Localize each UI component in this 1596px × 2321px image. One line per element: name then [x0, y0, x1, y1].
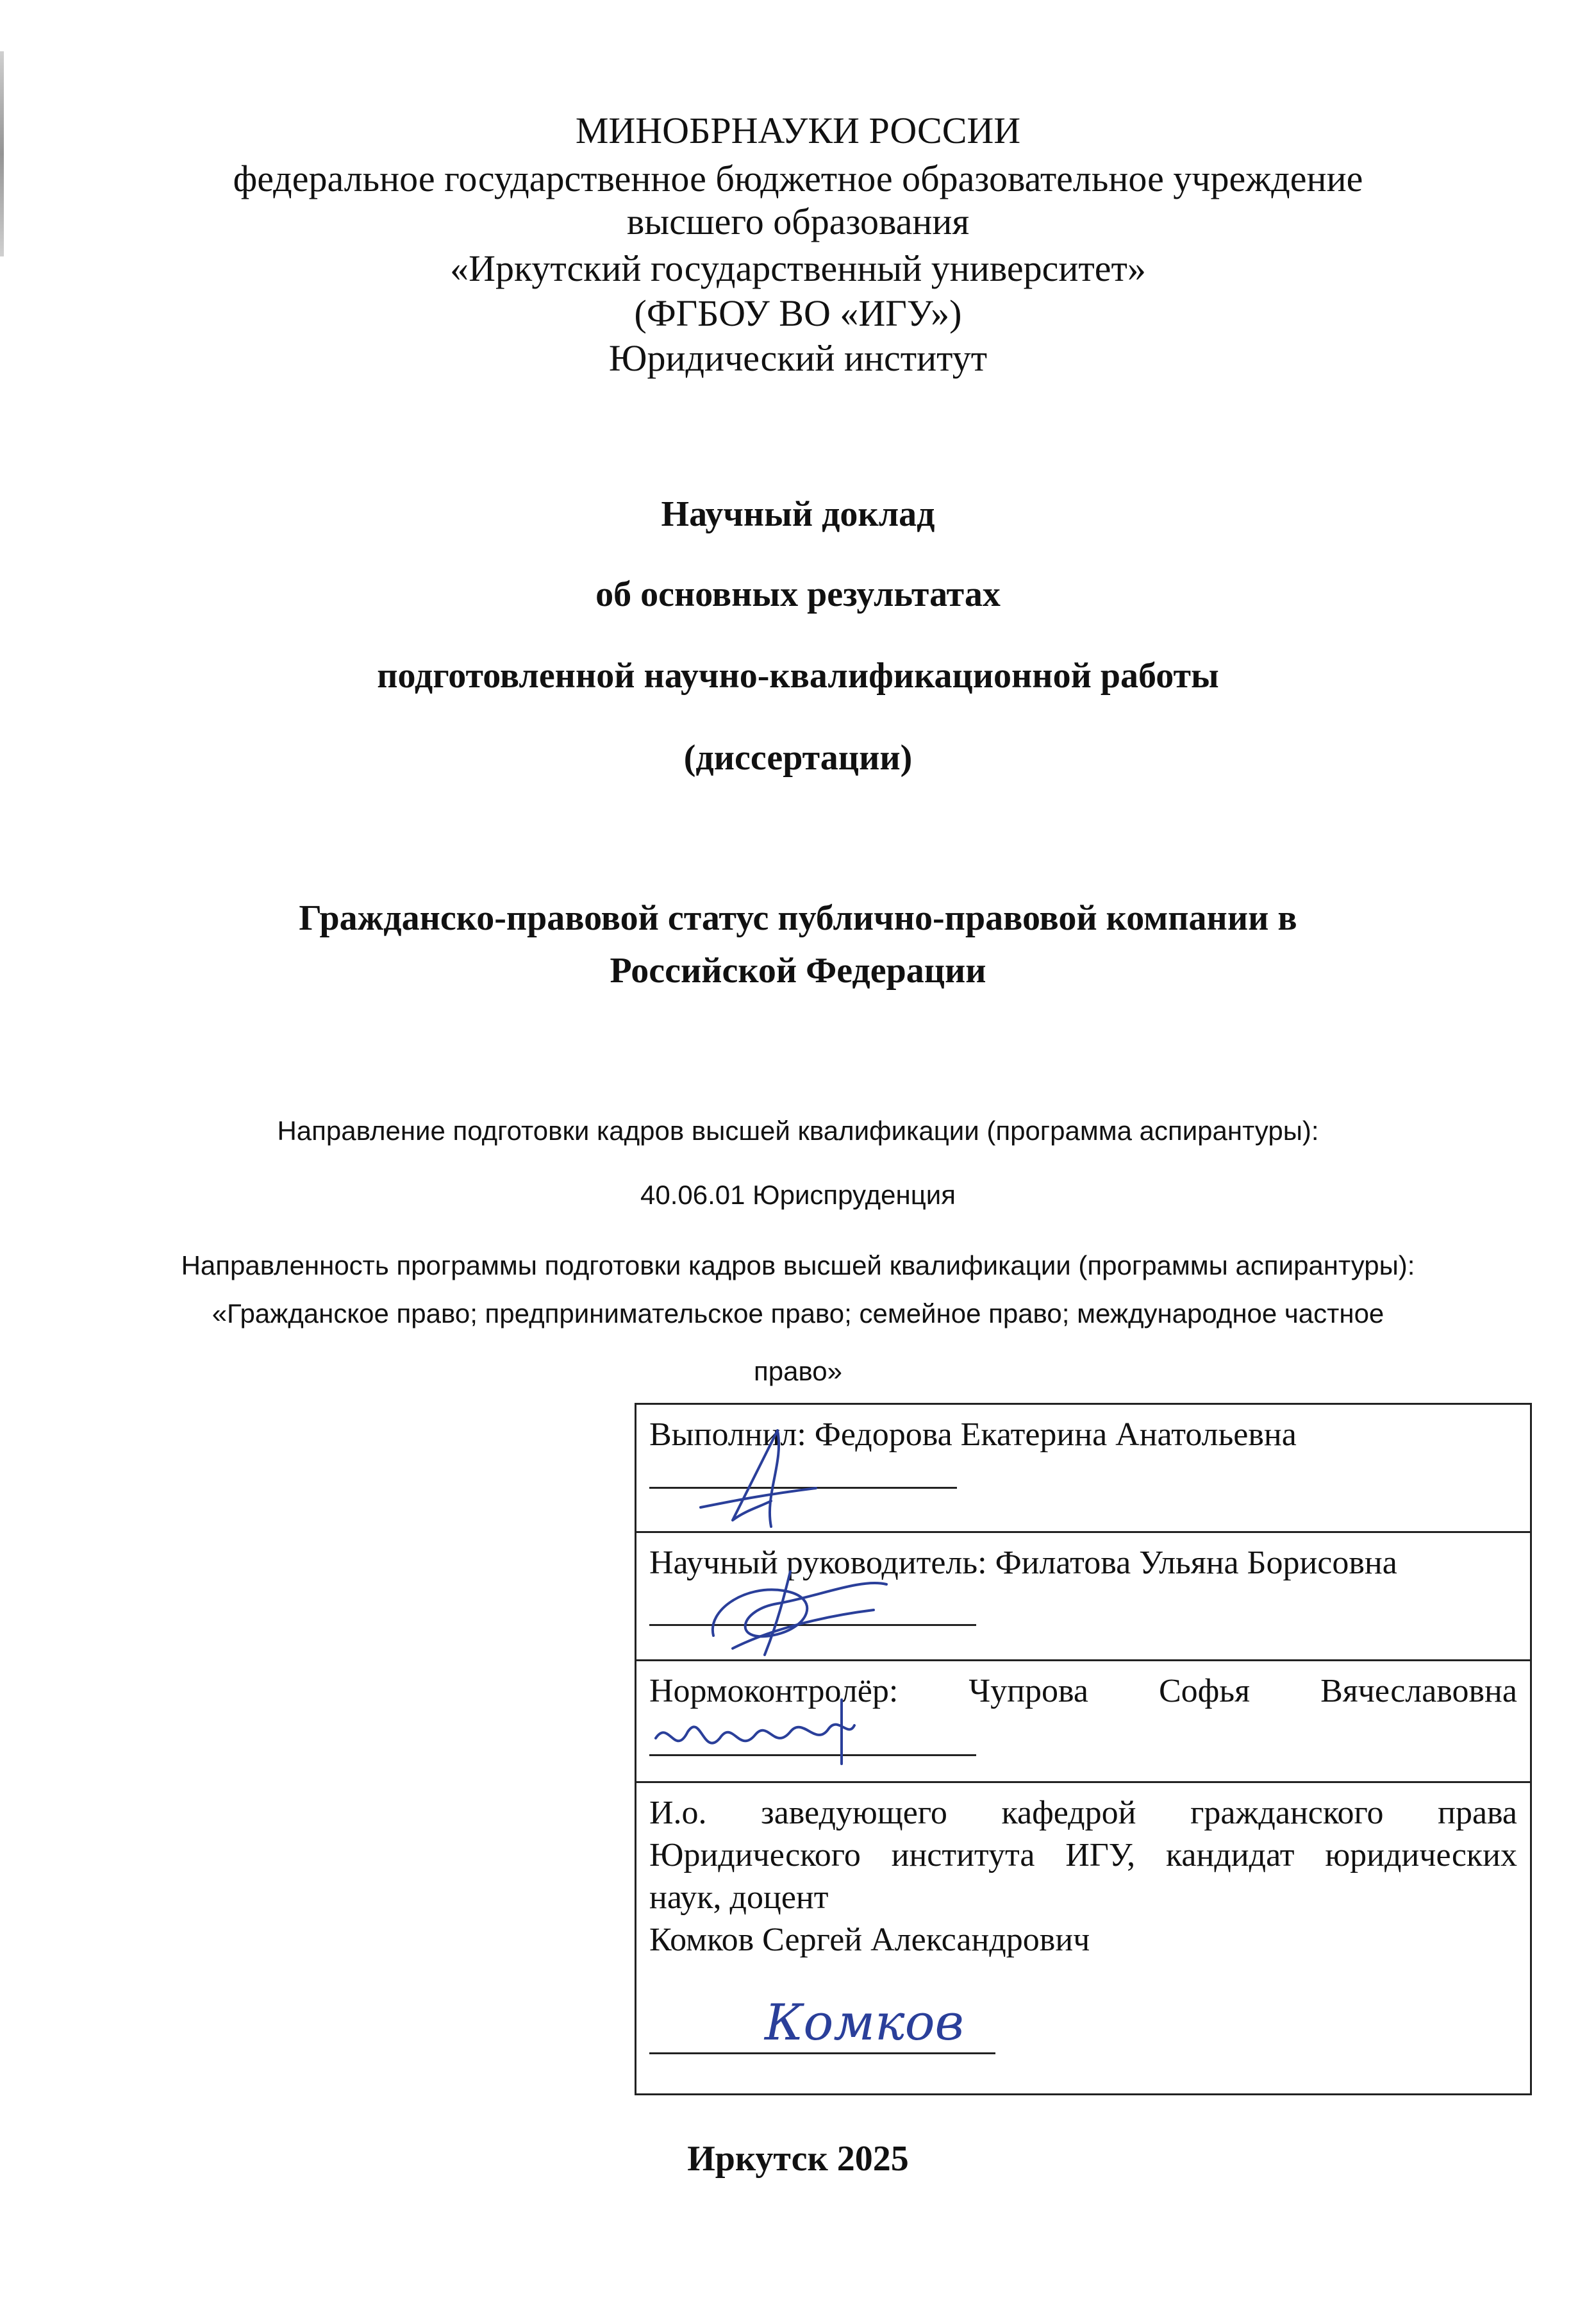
direction-code: 40.06.01 Юриспруденция	[640, 1180, 956, 1210]
signature-row-norm-control	[636, 1661, 1530, 1783]
performer-signature-image	[688, 1424, 829, 1533]
head-signature-image	[758, 1982, 964, 2059]
head-line1: И.о. заведующего кафедрой гражданского права	[649, 1795, 1517, 1831]
norm-control-signature-image	[649, 1693, 867, 1777]
focus-value-line2: право»	[753, 1356, 843, 1386]
supervisor-signature-image	[694, 1559, 899, 1661]
institution-type-line2: высшего образования	[626, 201, 970, 242]
report-title-line1: Научный доклад	[661, 494, 935, 534]
signature-row-supervisor	[636, 1533, 1530, 1661]
report-title-line4: (диссертации)	[683, 738, 913, 778]
report-title-line2: об основных результатах	[595, 574, 1001, 614]
norm-control-word: Чупрова	[968, 1673, 1088, 1709]
norm-control-label: Нормоконтролёр:	[649, 1673, 899, 1709]
signature-row-head	[636, 1783, 1530, 2097]
performer-text: Выполнил: Федорова Екатерина Анатольевна	[649, 1416, 1297, 1453]
norm-control-word: Софья	[1158, 1673, 1250, 1709]
city-year: Иркутск 2025	[687, 2139, 909, 2179]
norm-control-word: Вячеславовна	[1320, 1673, 1517, 1709]
dissertation-topic-line2: Российской Федерации	[610, 951, 986, 991]
report-title-line3: подготовленной научно-квалификационной работы	[377, 656, 1219, 696]
head-line2: Юридического института ИГУ, кандидат юридических	[649, 1837, 1517, 1873]
dissertation-topic-line1: Гражданско-правовой статус публично-правовой компании в	[299, 898, 1297, 938]
direction-label: Направление подготовки кадров высшей квалификации (программа аспирантуры):	[277, 1116, 1319, 1146]
head-line3: наук, доцент	[649, 1879, 829, 1916]
ministry-name: МИНОБРНАУКИ РОССИИ	[575, 110, 1021, 151]
university-short-name: (ФГБОУ ВО «ИГУ»)	[634, 292, 962, 334]
head-text	[649, 1792, 1517, 1961]
university-name: «Иркутский государственный университет»	[450, 247, 1146, 289]
signature-row-performer	[636, 1405, 1530, 1533]
institute-name: Юридический институт	[608, 337, 988, 379]
signature-table	[635, 1403, 1532, 2095]
focus-label: Направленность программы подготовки кадров высшей квалификации (программы аспирантуры):	[181, 1250, 1415, 1280]
head-name: Комков Сергей Александрович	[649, 1922, 1090, 1958]
focus-value-line1: «Гражданское право; предпринимательское право; семейное право; международное частное	[212, 1298, 1384, 1328]
institution-type-line1: федеральное государственное бюджетное образовательное учреждение	[233, 158, 1363, 199]
head-signature-handwriting: Комков	[765, 1994, 964, 2052]
supervisor-text: Научный руководитель: Филатова Ульяна Борисовна	[649, 1545, 1397, 1581]
